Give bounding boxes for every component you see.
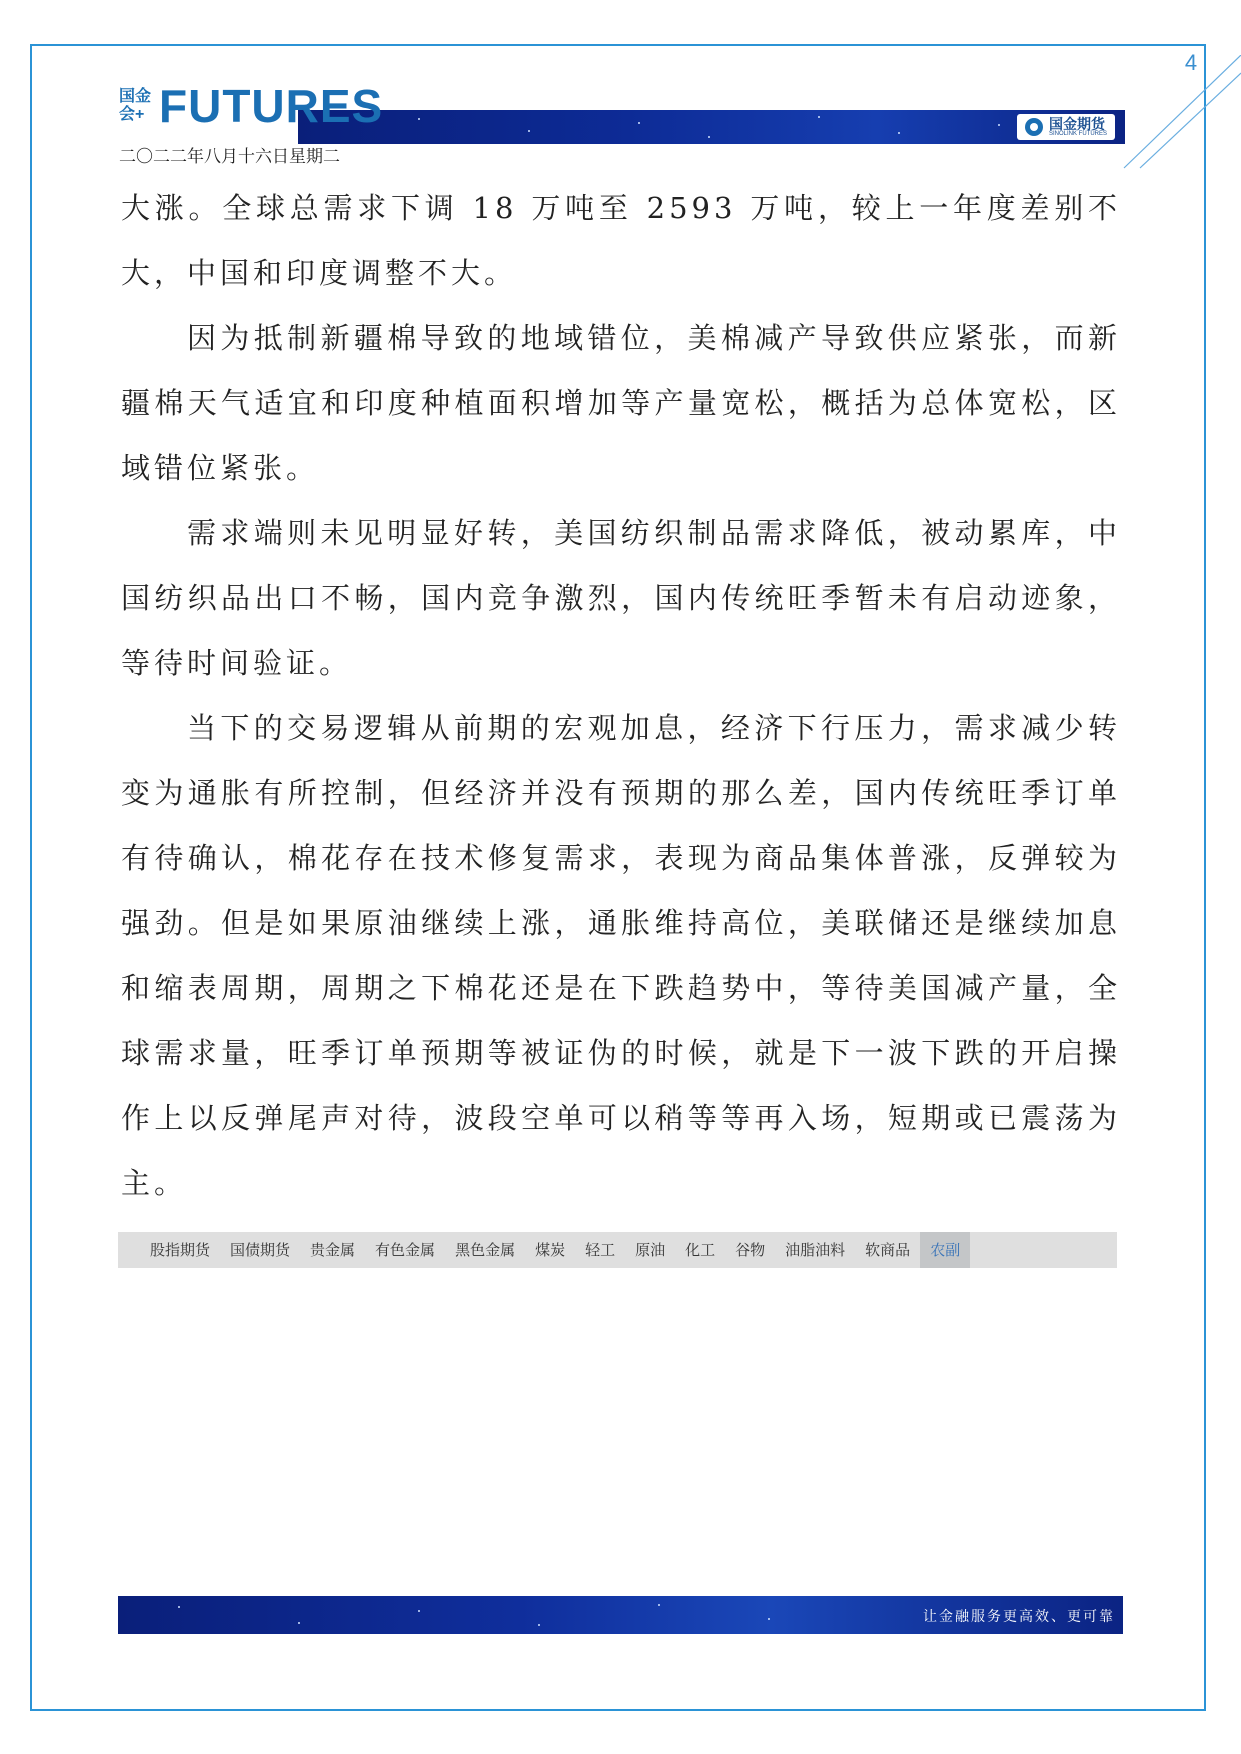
report-date: 二〇二二年八月十六日星期二 bbox=[119, 147, 340, 167]
footer-slogan: 让金融服务更高效、更可靠 bbox=[923, 1609, 1115, 1625]
logo-mark-icon bbox=[1025, 118, 1043, 136]
corner-decoration bbox=[1110, 55, 1241, 170]
footer-band bbox=[118, 1596, 1123, 1634]
category-nav bbox=[118, 1232, 1117, 1268]
category-item-coal[interactable]: 煤炭 bbox=[535, 1241, 566, 1259]
header-band bbox=[298, 110, 1125, 144]
category-item-oilseeds[interactable]: 油脂油料 bbox=[785, 1241, 846, 1259]
category-item-ferrous[interactable]: 黑色金属 bbox=[455, 1241, 516, 1259]
category-item-precious-metals[interactable]: 贵金属 bbox=[310, 1241, 356, 1259]
paragraph: 因为抵制新疆棉导致的地域错位，美棉减产导致供应紧张，而新疆棉天气适宜和印度种植面积增加等产量宽松，概括为总体宽松，区域错位紧张。 bbox=[121, 321, 1121, 485]
article-body bbox=[121, 176, 1121, 1216]
paragraph: 需求端则未见明显好转，美国纺织制品需求降低，被动累库，中国纺织品出口不畅，国内竞争激烈，国内传统旺季暂未有启动迹象，等待时间验证。 bbox=[121, 516, 1121, 680]
page-number: 4 bbox=[1184, 50, 1198, 75]
paragraph: 大涨。全球总需求下调 18 万吨至 2593 万吨，较上一年度差别不大，中国和印度调整不大。 bbox=[121, 191, 1121, 290]
brand-title bbox=[119, 80, 384, 132]
logo-text: 国金期货 bbox=[1048, 115, 1105, 132]
category-item-crude-oil[interactable]: 原油 bbox=[635, 1241, 666, 1259]
category-item-treasury[interactable]: 国债期货 bbox=[230, 1241, 291, 1259]
category-item-agri-byproducts[interactable]: 农副 bbox=[920, 1232, 970, 1268]
logo-subtext: SINOLINK FUTURES bbox=[1048, 130, 1107, 137]
category-item-stock-index[interactable]: 股指期货 bbox=[150, 1241, 211, 1259]
brand-cn: 国金会+ bbox=[119, 88, 152, 123]
category-item-grains[interactable]: 谷物 bbox=[735, 1241, 766, 1259]
paragraph: 当下的交易逻辑从前期的宏观加息，经济下行压力，需求减少转变为通胀有所控制，但经济并没有预期的那么差，国内传统旺季订单有待确认，棉花存在技术修复需求，表现为商品集体普涨，反弹较为强劲。但是如果原油继续上涨，通胀维持高位，美联储还是继续加息和缩表周期，周期之下棉花还是在下跌趋势中，等待美国减产量，全球需求量，旺季订单预期等被证伪的时候，就是下一波下跌的开启操作上以反弹尾声对待，波段空单可以稍等等再入场，短期或已震荡为主。 bbox=[121, 711, 1121, 1200]
brand-en: FUTURES bbox=[159, 80, 384, 132]
company-logo bbox=[1017, 114, 1115, 140]
category-item-chemicals[interactable]: 化工 bbox=[685, 1241, 716, 1259]
category-item-softs[interactable]: 软商品 bbox=[865, 1241, 911, 1259]
category-item-nonferrous[interactable]: 有色金属 bbox=[375, 1241, 436, 1259]
category-item-light-industry[interactable]: 轻工 bbox=[585, 1241, 616, 1259]
